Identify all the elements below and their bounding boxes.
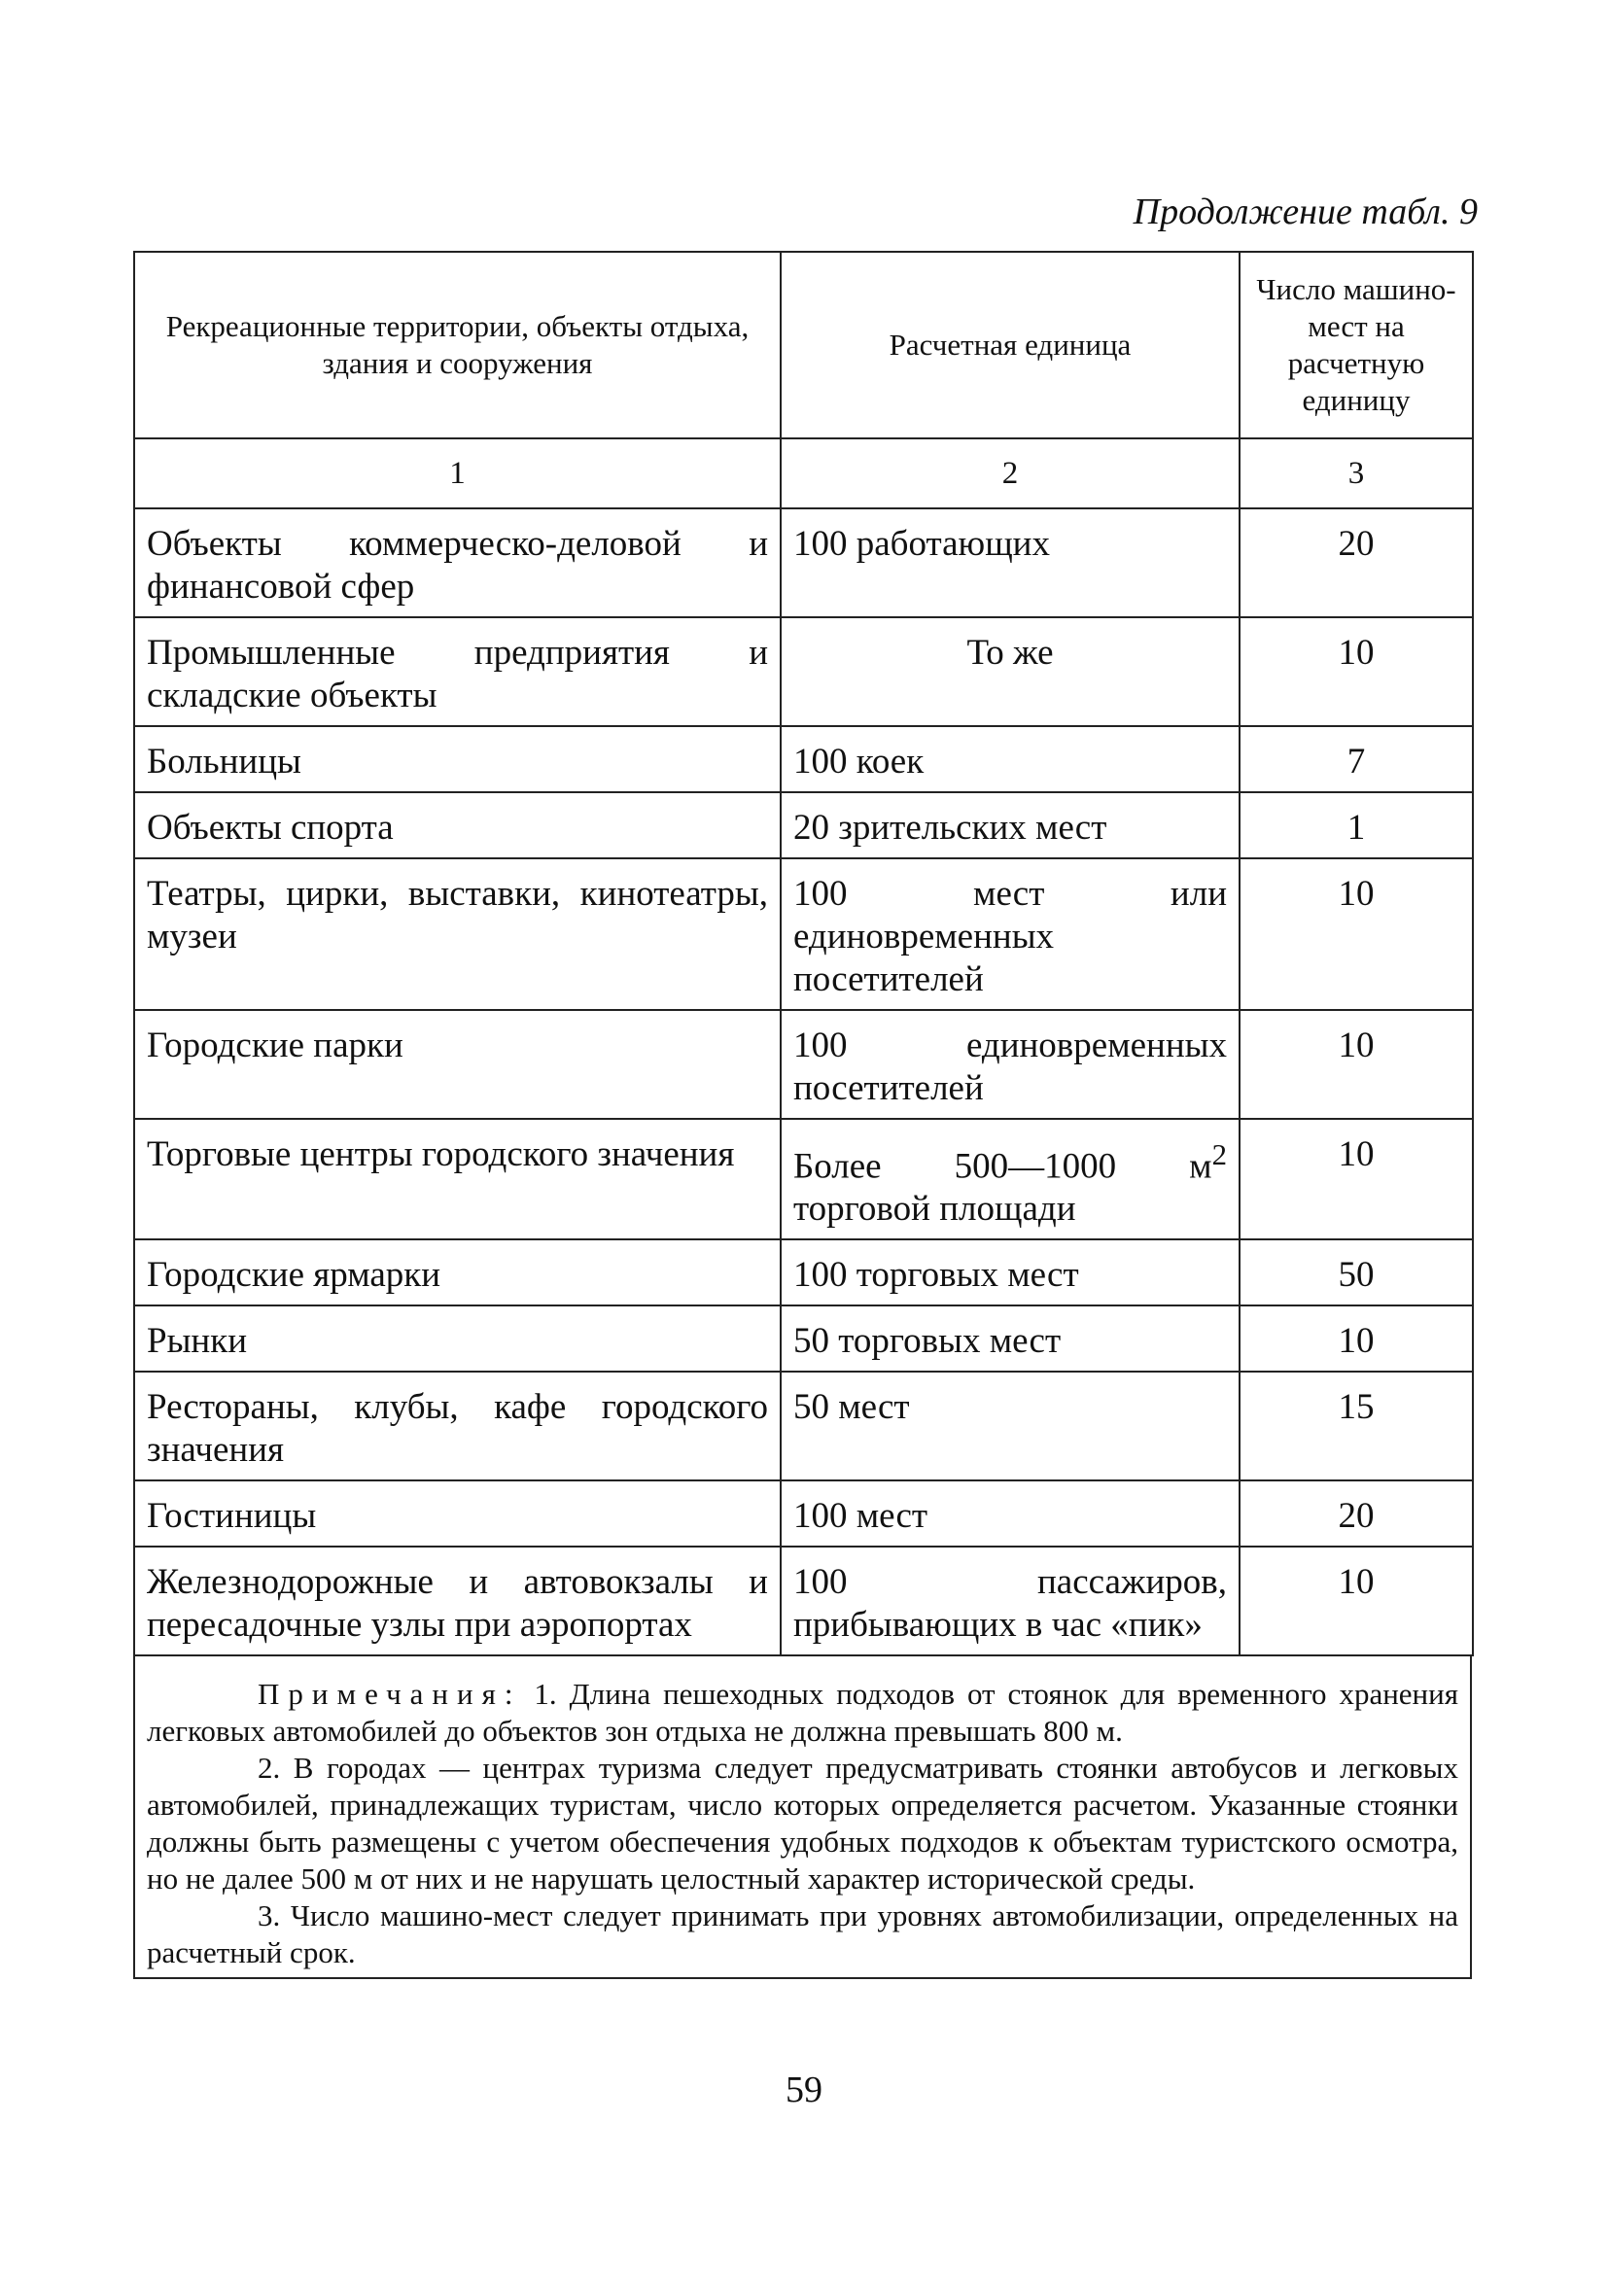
- object-cell: Объекты спорта: [134, 792, 781, 858]
- note-item: 2. В городах — центрах туризма следует предусматривать стоянки автобусов и легковых автомобилей, принадлежащих туристам, число которых определяется расчетом. Указанные стоянки должны быть размещены с учетом обеспечения удобных подходов к объектам туристского осмотра, но не далее 500 м от них и не нарушать целостный характер исторической среды.: [147, 1751, 1458, 1896]
- object-cell: Железнодорожные и автовокзалы и пересадочные узлы при аэропортах: [134, 1547, 781, 1655]
- unit-cell: 100 мест или единовременных посетителей: [781, 858, 1240, 1010]
- table-row: [134, 1305, 1473, 1372]
- header-row: [134, 252, 1473, 438]
- table-row: [134, 617, 1473, 726]
- table-row: [134, 1547, 1473, 1655]
- unit-cell: 100 мест: [781, 1480, 1240, 1547]
- header-count: Число машино-мест на расчетную единицу: [1240, 252, 1473, 438]
- table-row: [134, 726, 1473, 792]
- page-number: 59: [786, 2070, 822, 2110]
- object-cell: Городские ярмарки: [134, 1239, 781, 1305]
- header-object: Рекреационные территории, объекты отдыха, здания и сооружения: [134, 252, 781, 438]
- count-cell: 10: [1240, 1305, 1473, 1372]
- count-cell: 20: [1240, 508, 1473, 617]
- count-cell: 1: [1240, 792, 1473, 858]
- parking-norms-table-wrap: [133, 251, 1472, 1979]
- count-cell: 10: [1240, 1010, 1473, 1119]
- table-row: [134, 1010, 1473, 1119]
- parking-norms-table: [133, 251, 1474, 1656]
- object-cell: Рестораны, клубы, кафе городского значения: [134, 1372, 781, 1480]
- unit-cell: 50 мест: [781, 1372, 1240, 1480]
- note-text: 1. Длина пешеходных подходов от стоянок для временного хранения легковых автомобилей до объектов зон отдыха не должна превышать 800 м.: [147, 1677, 1458, 1749]
- object-cell: Гостиницы: [134, 1480, 781, 1547]
- column-number: 2: [781, 438, 1240, 508]
- count-cell: 50: [1240, 1239, 1473, 1305]
- unit-cell: 50 торговых мест: [781, 1305, 1240, 1372]
- unit-cell: [781, 1119, 1240, 1239]
- count-cell: 15: [1240, 1372, 1473, 1480]
- table-row: [134, 508, 1473, 617]
- table-row: [134, 858, 1473, 1010]
- table-row: [134, 1372, 1473, 1480]
- unit-cell: 100 единовременных посетителей: [781, 1010, 1240, 1119]
- count-cell: 20: [1240, 1480, 1473, 1547]
- object-cell: Торговые центры городского значения: [134, 1119, 781, 1239]
- column-number-row: [134, 438, 1473, 508]
- table-row: [134, 792, 1473, 858]
- object-cell: Объекты коммерческо-деловой и финансовой сфер: [134, 508, 781, 617]
- column-number: 1: [134, 438, 781, 508]
- notes-label: Примечания:: [258, 1677, 522, 1712]
- unit-superscript: 2: [1211, 1138, 1227, 1171]
- object-cell: Больницы: [134, 726, 781, 792]
- object-cell: Промышленные предприятия и складские объекты: [134, 617, 781, 726]
- count-cell: 7: [1240, 726, 1473, 792]
- count-cell: 10: [1240, 858, 1473, 1010]
- unit-text: Более 500—1000 м: [793, 1146, 1212, 1187]
- column-number: 3: [1240, 438, 1473, 508]
- table-row: [134, 1239, 1473, 1305]
- header-unit: Расчетная единица: [781, 252, 1240, 438]
- table-row: [134, 1119, 1473, 1239]
- note-item: [147, 1676, 1458, 1750]
- unit-cell: 100 торговых мест: [781, 1239, 1240, 1305]
- count-cell: 10: [1240, 1547, 1473, 1655]
- count-cell: 10: [1240, 617, 1473, 726]
- object-cell: Рынки: [134, 1305, 781, 1372]
- unit-cell: 100 коек: [781, 726, 1240, 792]
- count-cell: 10: [1240, 1119, 1473, 1239]
- table-row: [134, 1480, 1473, 1547]
- unit-cell: То же: [781, 617, 1240, 726]
- object-cell: Городские парки: [134, 1010, 781, 1119]
- unit-cell: 20 зрительских мест: [781, 792, 1240, 858]
- unit-cell: 100 работающих: [781, 508, 1240, 617]
- table-notes: [133, 1656, 1472, 1979]
- table-caption: Продолжение табл. 9: [1133, 191, 1478, 232]
- unit-text: торговой площади: [793, 1189, 1076, 1230]
- note-item: 3. Число машино-мест следует принимать при уровнях автомобилизации, определенных на расчетный срок.: [147, 1898, 1458, 1970]
- unit-cell: 100 пассажиров, прибывающих в час «пик»: [781, 1547, 1240, 1655]
- object-cell: Театры, цирки, выставки, кинотеатры, музеи: [134, 858, 781, 1010]
